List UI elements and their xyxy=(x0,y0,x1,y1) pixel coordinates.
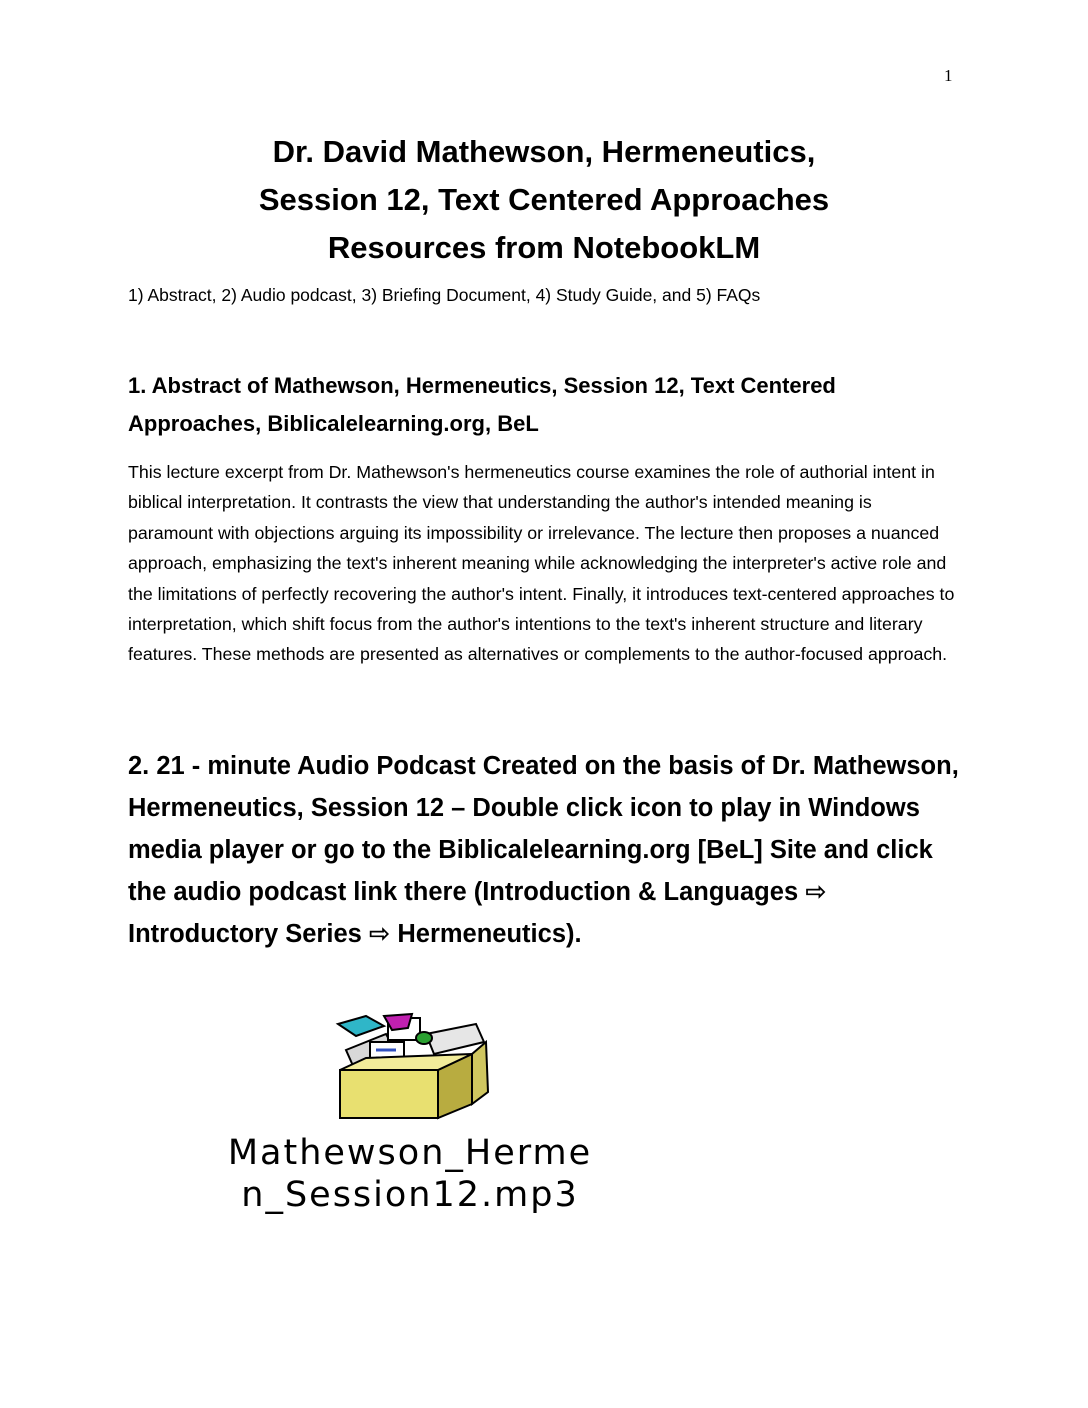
abstract-text: This lecture excerpt from Dr. Mathewson's hermeneutics course examines the role of authorial intent in biblical interpretation. It contrasts the view that understanding the author's intended meaning is paramount with objections arguing its impossibility or irrelevance. The lecture then proposes a nuanced approach, emphasizing the text's inherent meaning while acknowledging the interpreter's active role and the limitations of perfectly recovering the author's intent. Finally, it introduces text-centered approaches to interpretation, which shift focus from the author's intentions to the text's inherent structure and literary features. These methods are presented as alternatives or complements to the author-focused approach. xyxy=(128,462,955,665)
page-number: 1 xyxy=(944,66,953,85)
page-title xyxy=(0,128,1088,272)
podcast-heading: 2. 21 - minute Audio Podcast Created on the basis of Dr. Mathewson, Hermeneutics, Session 12 – Double click icon to play in Windows media player or go to the Biblicalelearning.org [BeL] Site and click the audio podcast link there (Introduction & Languages ⇨ Introductory Series ⇨ Hermeneutics). xyxy=(128,752,959,948)
audio-file-name[interactable] xyxy=(130,1132,690,1216)
abstract-heading: 1. Abstract of Mathewson, Hermeneutics, Session 12, Text Centered Approaches, Biblicalelearning.org, BeL xyxy=(128,373,836,436)
audio-file-attachment[interactable] xyxy=(130,1012,690,1222)
audio-file-name-line-2: n_Session12.mp3 xyxy=(241,1175,579,1215)
contents-line: 1) Abstract, 2) Audio podcast, 3) Briefing Document, 4) Study Guide, and 5) FAQs xyxy=(128,285,761,305)
title-line-1: Dr. David Mathewson, Hermeneutics, xyxy=(272,134,816,169)
audio-file-name-line-1: Mathewson_Herme xyxy=(227,1133,593,1173)
package-icon xyxy=(326,1012,492,1122)
title-line-2: Session 12, Text Centered Approaches xyxy=(258,182,830,217)
title-line-3: Resources from NotebookLM xyxy=(327,230,761,265)
